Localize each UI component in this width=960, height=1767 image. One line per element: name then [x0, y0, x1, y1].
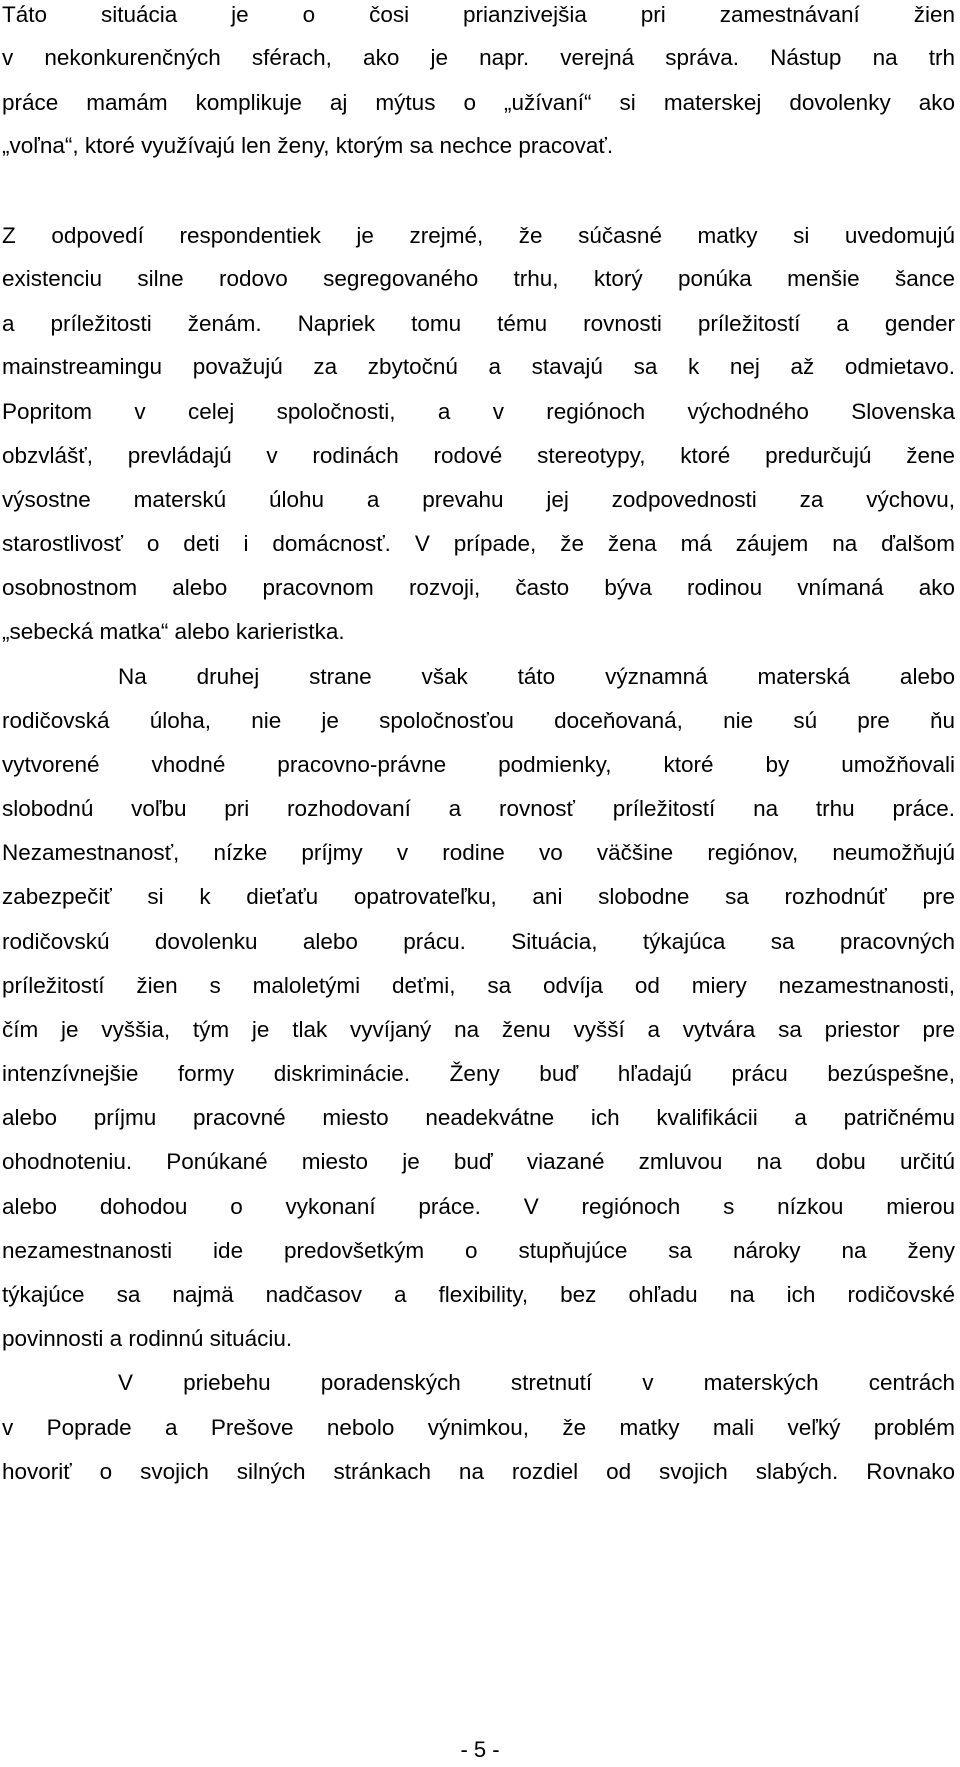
text-line: Na druhej strane však táto významná materská alebo	[118, 664, 955, 689]
text-line: intenzívnejšie formy diskriminácie. Ženy buď hľadajú prácu bezúspešne,	[2, 1061, 955, 1086]
text-line: čím je vyššia, tým je tlak vyvíjaný na ženu vyšší a vytvára sa priestor pre	[2, 1017, 955, 1042]
text-line: týkajúce sa najmä nadčasov a flexibility, bez ohľadu na ich rodičovské	[2, 1282, 955, 1307]
text-line: V priebehu poradenských stretnutí v materských centrách	[118, 1370, 955, 1395]
page-number: - 5 -	[460, 1737, 500, 1762]
text-line: obzvlášť, prevládajú v rodinách rodové stereotypy, ktoré predurčujú žene	[2, 443, 955, 468]
text-line: alebo príjmu pracovné miesto neadekvátne ich kvalifikácii a patričnému	[2, 1105, 955, 1130]
text-line: slobodnú voľbu pri rozhodovaní a rovnosť príležitostí na trhu práce.	[2, 796, 955, 821]
text-line: vytvorené vhodné pracovno-právne podmienky, ktoré by umožňovali	[2, 752, 955, 777]
text-line: Nezamestnanosť, nízke príjmy v rodine vo väčšine regiónov, neumožňujú	[2, 840, 955, 865]
text-line: povinnosti a rodinnú situáciu.	[2, 1326, 293, 1351]
text-line: rodičovskú dovolenku alebo prácu. Situácia, týkajúca sa pracovných	[2, 929, 955, 954]
text-line: výsostne materskú úlohu a prevahu jej zodpovednosti za výchovu,	[2, 487, 955, 512]
text-line: mainstreamingu považujú za zbytočnú a stavajú sa k nej až odmietavo.	[2, 354, 955, 379]
text-line: príležitostí žien s maloletými deťmi, sa odvíja od miery nezamestnanosti,	[2, 973, 955, 998]
text-line: existenciu silne rodovo segregovaného trhu, ktorý ponúka menšie šance	[2, 266, 955, 291]
text-line: práce mamám komplikuje aj mýtus o „užívaní“ si materskej dovolenky ako	[2, 90, 955, 115]
text-line: „voľna“, ktoré využívajú len ženy, ktorým sa nechce pracovať.	[2, 133, 614, 158]
text-line: alebo dohodou o vykonaní práce. V regiónoch s nízkou mierou	[2, 1194, 955, 1219]
text-line: zabezpečiť si k dieťaťu opatrovateľku, ani slobodne sa rozhodnúť pre	[2, 884, 955, 909]
text-line: ohodnoteniu. Ponúkané miesto je buď viazané zmluvou na dobu určitú	[2, 1149, 955, 1174]
text-line: Táto situácia je o čosi prianzivejšia pri zamestnávaní žien	[2, 2, 955, 27]
text-line: a príležitosti ženám. Napriek tomu tému rovnosti príležitostí a gender	[2, 311, 955, 336]
text-line: rodičovská úloha, nie je spoločnosťou doceňovaná, nie sú pre ňu	[2, 708, 955, 733]
text-line: Z odpovedí respondentiek je zrejmé, že súčasné matky si uvedomujú	[2, 223, 955, 248]
text-line: starostlivosť o deti i domácnosť. V prípade, že žena má záujem na ďalšom	[2, 531, 955, 556]
text-line: „sebecká matka“ alebo karieristka.	[2, 619, 345, 644]
text-line: nezamestnanosti ide predovšetkým o stupňujúce sa nároky na ženy	[2, 1238, 955, 1263]
text-line: Popritom v celej spoločnosti, a v regiónoch východného Slovenska	[2, 399, 955, 424]
text-line: hovoriť o svojich silných stránkach na rozdiel od svojich slabých. Rovnako	[2, 1459, 955, 1484]
text-line: v nekonkurenčných sférach, ako je napr. verejná správa. Nástup na trh	[2, 45, 955, 70]
text-line: v Poprade a Prešove nebolo výnimkou, že matky mali veľký problém	[2, 1415, 955, 1440]
text-line: osobnostnom alebo pracovnom rozvoji, často býva rodinou vnímaná ako	[2, 575, 955, 600]
